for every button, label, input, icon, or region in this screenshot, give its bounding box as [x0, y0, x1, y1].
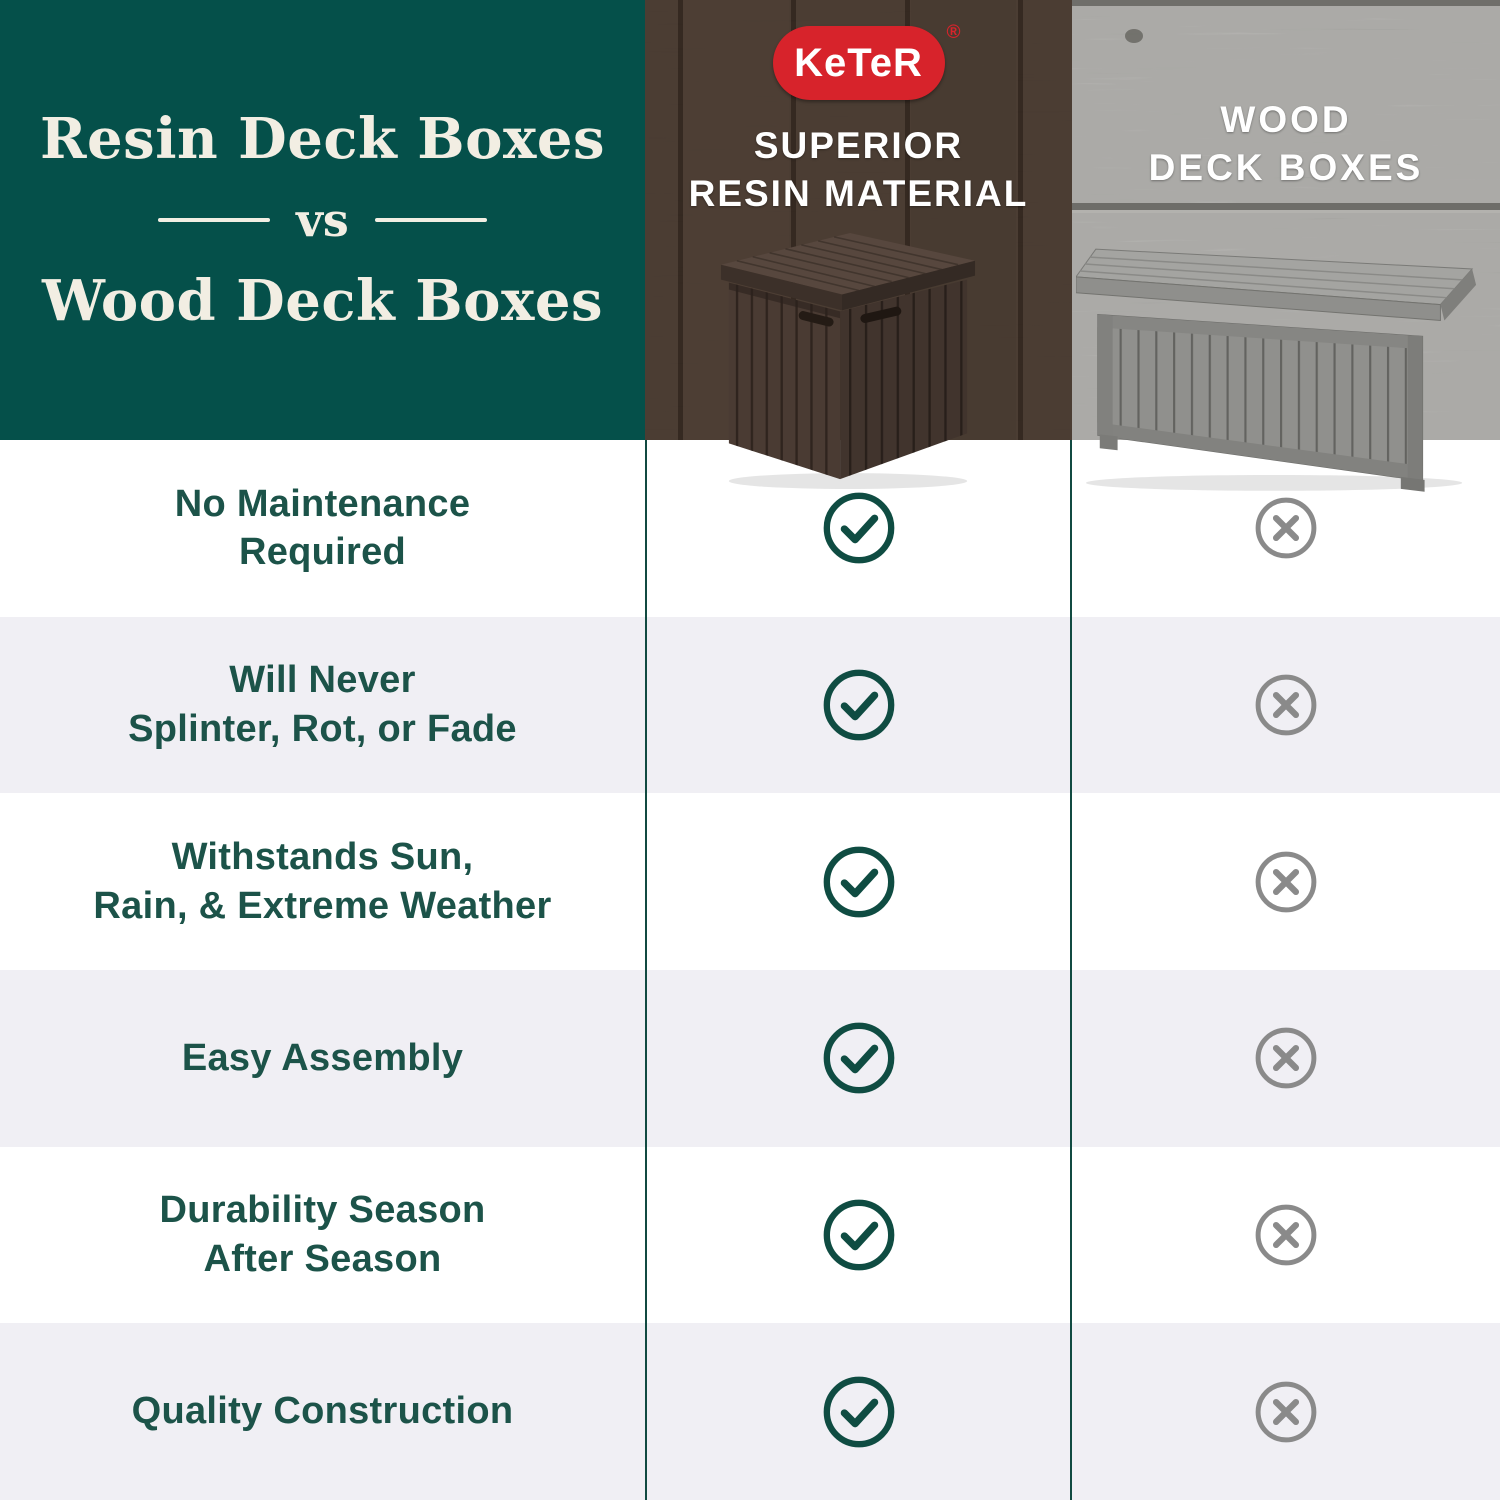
- check-circle-icon: [820, 1196, 898, 1274]
- feature-cell: [0, 617, 645, 794]
- resin-value-cell: [645, 1323, 1072, 1500]
- vs-divider-line-left: [158, 218, 270, 222]
- feature-label: Withstands Sun, Rain, & Extreme Weather: [93, 836, 552, 927]
- vs-divider-line-right: [375, 218, 487, 222]
- wood-title-line2: DECK BOXES: [1148, 147, 1424, 189]
- wood-column-header: [1072, 0, 1500, 440]
- feature-label: Quality Construction: [131, 1390, 514, 1433]
- feature-label: Will Never Splinter, Rot, or Fade: [128, 659, 517, 750]
- check-circle-icon: [820, 666, 898, 744]
- vs-label: vs: [296, 193, 349, 247]
- table-row: [0, 617, 1500, 794]
- wood-deck-box-image: [1076, 242, 1484, 494]
- vs-row: [158, 193, 487, 247]
- feature-cell: [0, 440, 645, 617]
- wood-value-cell: [1072, 617, 1500, 794]
- feature-cell: [0, 970, 645, 1147]
- resin-deck-box-image: [715, 222, 981, 494]
- keter-logo: [773, 22, 961, 100]
- check-circle-icon: [820, 843, 898, 921]
- resin-column-header: [645, 0, 1072, 440]
- wood-value-cell: [1072, 793, 1500, 970]
- title-panel: [0, 0, 645, 440]
- wood-title-line1: WOOD: [1220, 99, 1352, 140]
- feature-label: No Maintenance Required: [174, 482, 471, 574]
- table-row: [0, 970, 1500, 1147]
- feature-cell: [0, 793, 645, 970]
- title-resin-deck-boxes: Resin Deck Boxes: [40, 106, 605, 172]
- resin-title-line1: SUPERIOR: [753, 125, 964, 166]
- resin-title-line2: RESIN MATERIAL: [688, 173, 1029, 215]
- feature-label: Easy Assembly: [181, 1037, 464, 1080]
- x-circle-icon: [1250, 1376, 1322, 1448]
- title-wood-deck-boxes: Wood Deck Boxes: [42, 268, 603, 334]
- feature-cell: [0, 1323, 645, 1500]
- wood-header-content: [1072, 0, 1500, 192]
- table-row: [0, 1323, 1500, 1500]
- header: [0, 0, 1500, 440]
- registered-trademark-icon: ®: [946, 22, 961, 43]
- wood-value-cell: [1072, 970, 1500, 1147]
- table-row: [0, 1147, 1500, 1324]
- resin-value-cell: [645, 1147, 1072, 1324]
- x-circle-icon: [1250, 492, 1322, 564]
- comparison-table: [0, 440, 1500, 1500]
- keter-logo-pill: [773, 26, 945, 100]
- resin-column-title: [689, 122, 1029, 218]
- feature-cell: [0, 1147, 645, 1324]
- resin-value-cell: [645, 793, 1072, 970]
- wood-value-cell: [1072, 1147, 1500, 1324]
- x-circle-icon: [1250, 1199, 1322, 1271]
- feature-label: Durability Season After Season: [159, 1189, 486, 1280]
- x-circle-icon: [1250, 1022, 1322, 1094]
- check-circle-icon: [820, 1019, 898, 1097]
- table-row: [0, 793, 1500, 970]
- check-circle-icon: [820, 1373, 898, 1451]
- wood-value-cell: [1072, 1323, 1500, 1500]
- check-circle-icon: [820, 489, 898, 567]
- resin-value-cell: [645, 970, 1072, 1147]
- x-circle-icon: [1250, 669, 1322, 741]
- resin-header-content: [645, 0, 1072, 218]
- keter-logo-text: KeTeR: [794, 40, 923, 85]
- x-circle-icon: [1250, 846, 1322, 918]
- wood-column-title: [1149, 96, 1424, 192]
- resin-value-cell: [645, 617, 1072, 794]
